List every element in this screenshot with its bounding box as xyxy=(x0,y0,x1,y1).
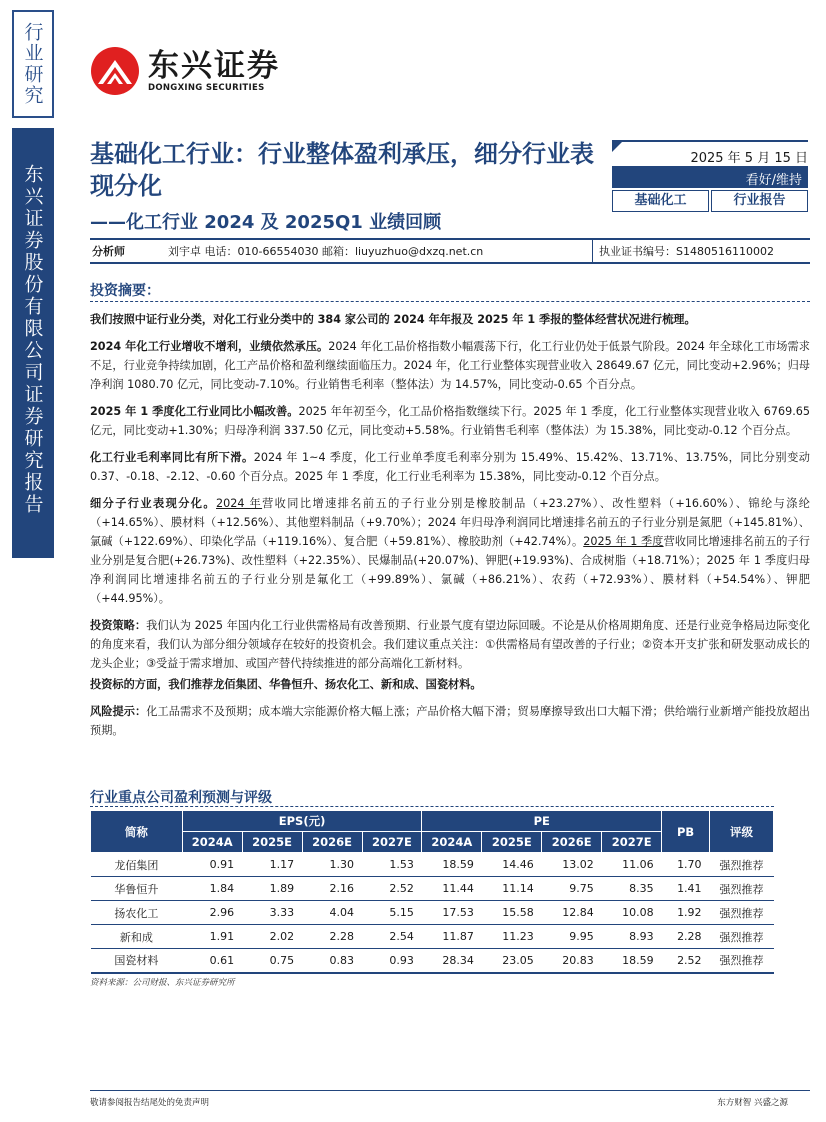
corner-triangle-icon xyxy=(612,142,622,152)
cell-pe: 11.23 xyxy=(482,925,542,949)
cell-pe: 12.84 xyxy=(542,901,602,925)
sidebar-category-box xyxy=(12,10,54,118)
col-rating: 评级 xyxy=(710,811,774,853)
cell-pe: 11.87 xyxy=(422,925,482,949)
col-eps-year: 2024A xyxy=(182,832,242,853)
summary-content xyxy=(90,310,810,748)
footer-slogan: 东方财智 兴盛之源 xyxy=(717,1098,788,1108)
cell-eps: 2.52 xyxy=(362,877,422,901)
cell-eps: 0.75 xyxy=(242,949,302,973)
report-subtitle: ——化工行业 2024 及 2025Q1 业绩回顾 xyxy=(90,212,442,233)
col-pe-year: 2027E xyxy=(602,832,662,853)
paragraph-2025q1: 2025 年 1 季度化工行业同比小幅改善。2025 年年初至今，化工品价格指数继续下行。2025 年 1 季度，化工行业整体实现营业收入 6769.65 亿元，同比变动+1.30%；归母净利润 337.50 亿元，同比变动+5.58%。行业销售毛利率（整体法）为 15.38%，同比变动-0.12 个百分点。 xyxy=(90,405,811,437)
cell-pe: 14.46 xyxy=(482,853,542,877)
cell-eps: 3.33 xyxy=(242,901,302,925)
cell-name: 龙佰集团 xyxy=(91,853,183,877)
analyst-info: 刘宇卓 电话：010-66554030 邮箱：liuyuzhuo@dxzq.net.cn xyxy=(168,245,484,258)
col-name: 简称 xyxy=(91,811,183,853)
cell-eps: 1.30 xyxy=(302,853,362,877)
cell-pe: 13.02 xyxy=(542,853,602,877)
cell-pe: 8.93 xyxy=(602,925,662,949)
cell-name: 华鲁恒升 xyxy=(91,877,183,901)
footer-divider xyxy=(90,1090,810,1091)
report-date-row xyxy=(612,140,808,166)
table-divider xyxy=(90,806,774,807)
analyst-role: 分析师 xyxy=(92,245,125,258)
cell-pb: 1.92 xyxy=(662,901,710,925)
paragraph-strategy: 投资策略：我们认为 2025 年国内化工行业供需格局有改善预期、行业景气度有望边际回暖。不论是从价格周期角度、还是行业竞争格局边际变化的角度来看，我们认为部分细分领域存在较好的投资机会。我们建议重点关注：①供需格局有望改善的子行业；②资本开支扩张和研发驱动成长的龙头企业；③受益于需求增加、或国产替代持续推进的部分高端化工新材料。 xyxy=(90,619,810,670)
cell-pe: 18.59 xyxy=(422,853,482,877)
cell-pe: 11.06 xyxy=(602,853,662,877)
cell-pe: 11.14 xyxy=(482,877,542,901)
table-row xyxy=(91,901,774,925)
table-title: 行业重点公司盈利预测与评级 xyxy=(90,790,272,806)
report-date: 2025 年 5 月 15 日 xyxy=(690,151,808,166)
cell-rating: 强烈推荐 xyxy=(710,901,774,925)
cell-pb: 2.52 xyxy=(662,949,710,973)
cell-rating: 强烈推荐 xyxy=(710,877,774,901)
paragraph-intro: 我们按照中证行业分类，对化工行业分类中的 384 家公司的 2024 年年报及 2025 年 1 季报的整体经营状况进行梳理。 xyxy=(90,313,696,326)
col-pb: PB xyxy=(662,811,710,853)
sidebar-company: 东兴证券股份有限公司证券研究报告 xyxy=(21,164,44,516)
cell-pe: 18.59 xyxy=(602,949,662,973)
col-pe-year: 2026E xyxy=(542,832,602,853)
logo-cn: 东兴证券 xyxy=(148,48,280,84)
cell-eps: 4.04 xyxy=(302,901,362,925)
table-row xyxy=(91,925,774,949)
tag-industry: 基础化工 xyxy=(612,190,709,212)
analyst-row xyxy=(90,238,810,264)
paragraph-picks: 投资标的方面，我们推荐龙佰集团、华鲁恒升、扬农化工、新和成、国瓷材料。 xyxy=(90,678,482,691)
cell-eps: 5.15 xyxy=(362,901,422,925)
cell-eps: 0.83 xyxy=(302,949,362,973)
col-eps: EPS(元) xyxy=(182,811,422,832)
cell-pe: 8.35 xyxy=(602,877,662,901)
cell-eps: 2.16 xyxy=(302,877,362,901)
cell-pb: 1.70 xyxy=(662,853,710,877)
industry-rating: 看好/维持 xyxy=(612,166,808,188)
cell-eps: 1.91 xyxy=(182,925,242,949)
paragraph-margin: 化工行业毛利率同比有所下滑。2024 年 1~4 季度，化工行业单季度毛利率分别为 15.49%、15.42%、13.71%、13.75%，同比分别变动 0.37、-0.18、-2.12、-0.60 个百分点。2025 年 1 季度，化工行业毛利率为 15.38%，同比变动-0.12 个百分点。 xyxy=(90,451,810,483)
table-source: 资料来源：公司财报、东兴证券研究所 xyxy=(90,978,235,988)
cell-name: 新和成 xyxy=(91,925,183,949)
cell-pe: 11.44 xyxy=(422,877,482,901)
forecast-table xyxy=(90,810,774,974)
cell-pe: 10.08 xyxy=(602,901,662,925)
report-meta xyxy=(612,140,808,212)
col-pe-year: 2024A xyxy=(422,832,482,853)
cell-pe: 9.95 xyxy=(542,925,602,949)
footer-disclaimer: 敬请参阅报告结尾处的免责声明 xyxy=(90,1098,210,1108)
company-logo xyxy=(90,46,280,96)
cell-pb: 1.41 xyxy=(662,877,710,901)
cell-eps: 2.96 xyxy=(182,901,242,925)
cell-eps: 1.17 xyxy=(242,853,302,877)
cell-pe: 17.53 xyxy=(422,901,482,925)
cell-pe: 9.75 xyxy=(542,877,602,901)
summary-divider xyxy=(90,301,810,302)
cell-eps: 1.53 xyxy=(362,853,422,877)
paragraph-subsectors: 细分子行业表现分化。2024 年营收同比增速排名前五的子行业分别是橡胶制品（+23.27%）、改性塑料（+16.60%）、锦纶与涤纶（+14.65%）、膜材料（+12.56%）、其他塑料制品（+9.70%）；2024 年归母净利润同比增速排名前五的子行业分别是氮肥（+145.81%）、氯碱（+122.69%）、印染化学品（+119.16%）、复合肥（+59.81%）、橡胶助剂（+42.74%）。2025 年 1 季度营收同比增速排名前五的子行业分别是复合肥(+26.73%)、改性塑料（+22.35%）、民爆制品(+20.07%)、钾肥(+19.93%)、合成树脂（+18.71%）；2025 年 1 季度归母净利润同比增速排名前五的子行业分别是氟化工（+99.89%）、氯碱（+86.21%）、农药（+72.93%）、膜材料（+54.54%）、钾肥（+44.95%）。 xyxy=(90,497,810,605)
cell-eps: 2.54 xyxy=(362,925,422,949)
col-pe-year: 2025E xyxy=(482,832,542,853)
cell-eps: 1.84 xyxy=(182,877,242,901)
cell-eps: 0.61 xyxy=(182,949,242,973)
analyst-cert: 执业证书编号：S1480516110002 xyxy=(592,240,810,262)
paragraph-risk: 风险提示：化工品需求不及预期；成本端大宗能源价格大幅上涨；产品价格大幅下滑；贸易摩擦导致出口大幅下滑；供给端行业新增产能投放超出预期。 xyxy=(90,705,810,737)
sidebar-category: 行业研究 xyxy=(21,22,44,106)
col-pe: PE xyxy=(422,811,662,832)
cell-rating: 强烈推荐 xyxy=(710,853,774,877)
cell-eps: 0.91 xyxy=(182,853,242,877)
sidebar-company-box xyxy=(12,128,54,558)
cell-pe: 15.58 xyxy=(482,901,542,925)
paragraph-2024: 2024 年化工行业增收不增利，业绩依然承压。2024 年化工品价格指数小幅震荡下行，化工行业仍处于低景气阶段。2024 年全球化工市场需求不足，行业竞争持续加剧，化工产品价格和盈利继续面临压力。2024 年，化工行业整体实现营业收入 28649.67 亿元，同比变动+2.96%；归母净利润 1080.70 亿元，同比变动-7.10%。行业销售毛利率（整体法）为 14.57%，同比变动-0.65 个百分点。 xyxy=(90,340,810,391)
cell-eps: 0.93 xyxy=(362,949,422,973)
report-title-block xyxy=(90,138,600,234)
cell-eps: 2.28 xyxy=(302,925,362,949)
report-title: 基础化工行业：行业整体盈利承压，细分行业表现分化 xyxy=(90,140,594,200)
logo-en: DONGXING SECURITIES xyxy=(148,83,265,93)
table-row xyxy=(91,949,774,973)
cell-pb: 2.28 xyxy=(662,925,710,949)
cell-rating: 强烈推荐 xyxy=(710,949,774,973)
col-eps-year: 2026E xyxy=(302,832,362,853)
cell-eps: 1.89 xyxy=(242,877,302,901)
table-row xyxy=(91,853,774,877)
col-eps-year: 2027E xyxy=(362,832,422,853)
cell-rating: 强烈推荐 xyxy=(710,925,774,949)
cell-pe: 23.05 xyxy=(482,949,542,973)
col-eps-year: 2025E xyxy=(242,832,302,853)
cell-name: 扬农化工 xyxy=(91,901,183,925)
cell-eps: 2.02 xyxy=(242,925,302,949)
summary-heading: 投资摘要： xyxy=(90,283,160,299)
logo-mark-icon xyxy=(90,46,140,96)
tag-report-type: 行业报告 xyxy=(711,190,808,212)
table-row xyxy=(91,877,774,901)
cell-pe: 20.83 xyxy=(542,949,602,973)
cell-pe: 28.34 xyxy=(422,949,482,973)
cell-name: 国瓷材料 xyxy=(91,949,183,973)
